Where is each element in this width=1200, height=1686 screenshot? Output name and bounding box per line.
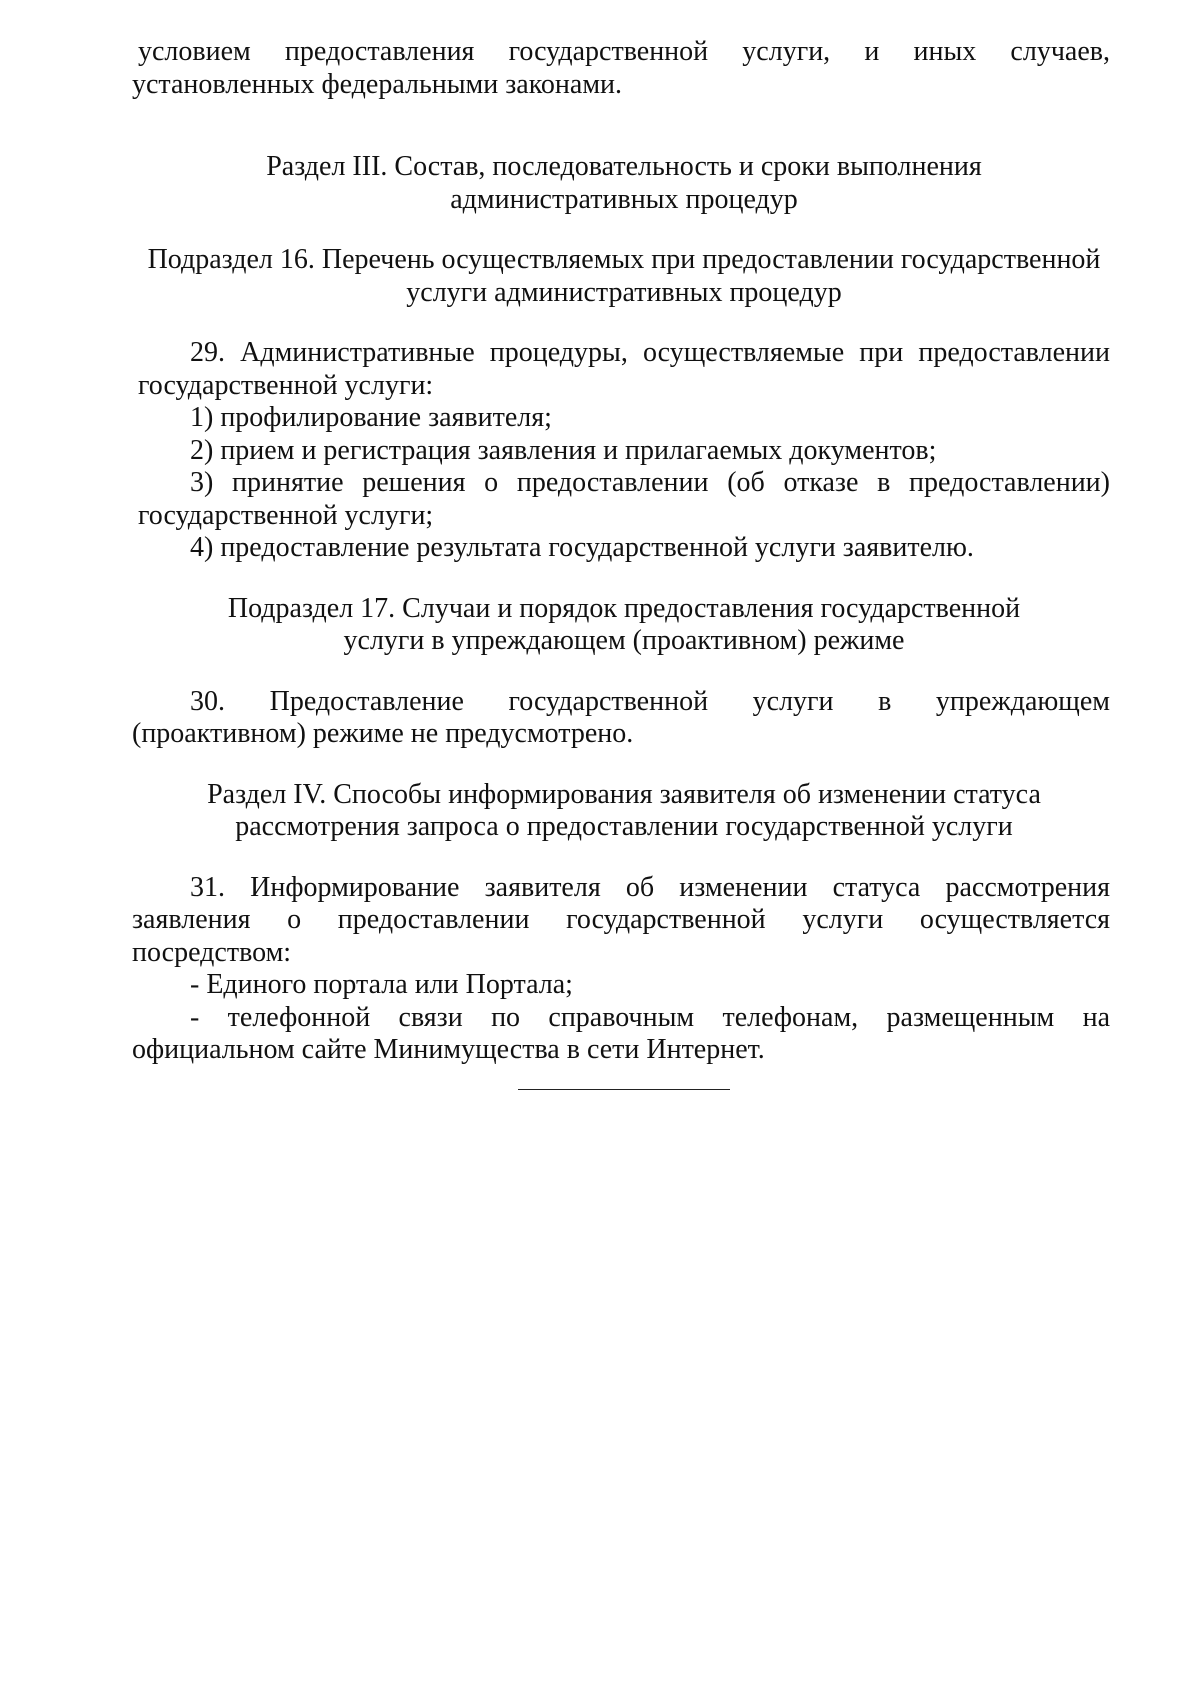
item-30-line-1: 30. Предоставление государственной услуги в упреждающем [190, 685, 1110, 717]
section-3-title-line-2: административных процедур [450, 183, 798, 215]
subsection-16-title-line-2: услуги административных процедур [406, 276, 842, 308]
section-3-title-line-1: Раздел III. Состав, последовательность и сроки выполнения [266, 151, 982, 182]
item-31-bullet-2-line-1: - телефонной связи по справочным телефонам, размещенным на [190, 1001, 1110, 1033]
subsection-17-title-line-1: Подраздел 17. Случаи и порядок предоставления государственной [227, 592, 1021, 624]
item-29-list-4: 4) предоставление результата государственной услуги заявителю. [190, 532, 974, 563]
item-29-list-3: 3) принятие решения о предоставлении (об отказе в предоставлении) [190, 467, 1110, 498]
closing-separator-line [518, 1089, 730, 1090]
section-4-title-line-1: Раздел IV. Способы информирования заявителя об изменении статуса [207, 778, 1041, 810]
item-29-list-2: 2) прием и регистрация заявления и прилагаемых документов; [190, 434, 937, 466]
item-31-line-1: 31. Информирование заявителя об изменении статуса рассмотрения [190, 871, 1110, 903]
intro-line-1: условием предоставления государственной услуги, и иных случаев, [138, 36, 1110, 67]
item-29-list-1: 1) профилирование заявителя; [190, 402, 552, 433]
section-4-title-line-2: рассмотрения запроса о предоставлении государственной услуги [235, 811, 1013, 842]
subsection-17-title-line-2: услуги в упреждающем (проактивном) режиме [343, 625, 905, 656]
item-29-line-2: государственной услуги: [138, 369, 434, 401]
item-31-line-2: заявления о предоставлении государственной услуги осуществляется [132, 904, 1110, 935]
item-29-list-3-continuation: государственной услуги; [138, 499, 434, 531]
document-body [132, 36, 1110, 1090]
item-30-line-2: (проактивном) режиме не предусмотрено. [132, 718, 634, 749]
item-31-bullet-2-line-2: официальном сайте Минимущества в сети Интернет. [132, 1034, 765, 1065]
item-31-bullet-1: - Единого портала или Портала; [190, 969, 573, 1000]
subsection-16-title-line-1: Подраздел 16. Перечень осуществляемых при предоставлении государственной [147, 244, 1101, 275]
item-31-line-3: посредством: [132, 936, 292, 968]
intro-line-2: установленных федеральными законами. [132, 68, 623, 100]
item-29-line-1: 29. Административные процедуры, осуществляемые при предоставлении [190, 337, 1110, 368]
